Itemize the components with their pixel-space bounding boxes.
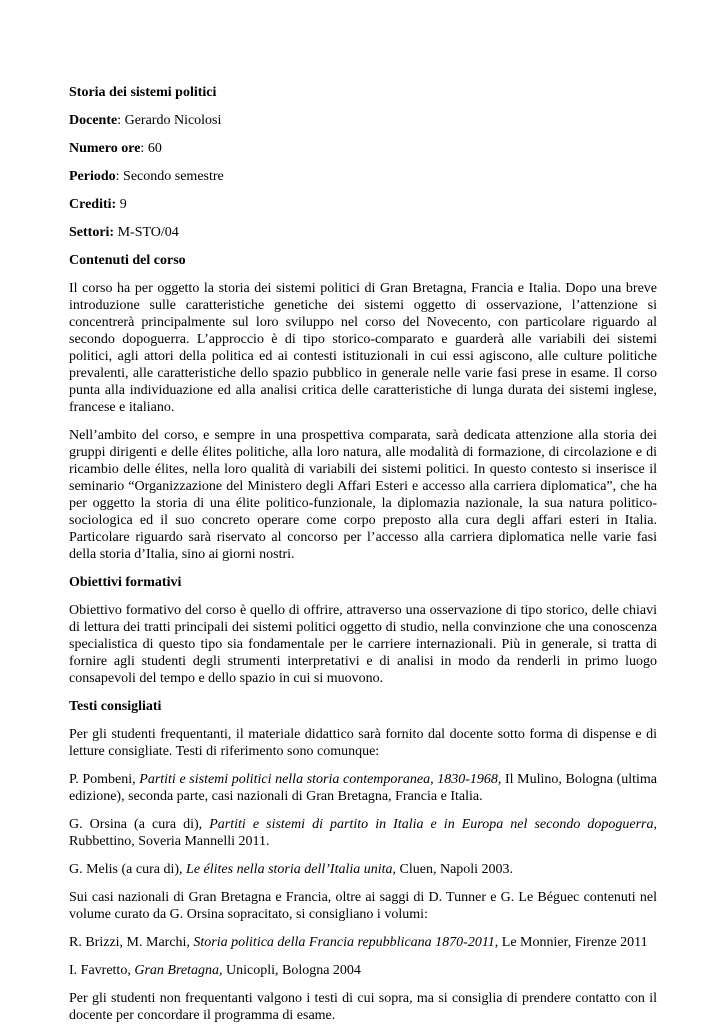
field-value: Secondo semestre [123, 169, 224, 184]
course-title: Storia dei sistemi politici [69, 85, 217, 100]
testi-national-cases: Sui casi nazionali di Gran Bretagna e Francia, oltre ai saggi di D. Tunner e G. Le Béguec contenuti nel volume curato da G. Orsina sopracitato, si consigliano i volumi: [69, 890, 657, 922]
reference-title: Partiti e sistemi di partito in Italia e in Europa nel secondo dopoguerra [209, 817, 654, 832]
field-value: M-STO/04 [117, 225, 179, 240]
reference-author: R. Brizzi, M. Marchi, [69, 935, 194, 950]
field-value: 9 [119, 197, 127, 212]
field-label: Periodo [69, 169, 116, 184]
section-heading-testi: Testi consigliati [69, 699, 162, 714]
testi-outro: Per gli studenti non frequentanti valgono i testi di cui sopra, ma si consiglia di prendere contatto con il docente per concordare il programma di esame. [69, 991, 657, 1023]
reference-details: , Le Monnier, Firenze 2011 [494, 935, 648, 950]
reference-item [69, 771, 657, 805]
reference-author: I. Favretto, [69, 963, 135, 978]
field-periodo [69, 168, 657, 185]
reference-details: , Il Mulino, Bologna (ultima edizione), seconda parte, casi nazionali di Gran Bretagna, Francia e Italia. [69, 772, 658, 804]
field-value: 60 [147, 141, 162, 156]
field-separator: : [117, 113, 125, 128]
reference-title: Le élites nella storia dell’Italia unita [186, 862, 393, 877]
reference-title: Gran Bretagna [134, 963, 219, 978]
reference-title: Storia politica della Francia repubblicana 1870-2011 [193, 935, 495, 950]
reference-item [69, 816, 657, 850]
reference-details: , Unicopli, Bologna 2004 [218, 963, 361, 978]
reference-author: G. Orsina (a cura di), [69, 817, 210, 832]
field-crediti [69, 196, 657, 213]
field-settori [69, 224, 657, 241]
reference-item [69, 962, 657, 979]
document-page [69, 84, 657, 1035]
reference-item [69, 861, 657, 878]
reference-author: G. Melis (a cura di), [69, 862, 187, 877]
field-numero-ore [69, 140, 657, 157]
reference-details: , Rubbettino, Soveria Mannelli 2011. [69, 817, 657, 849]
field-separator: : [115, 169, 124, 184]
contenuti-paragraph-1: Il corso ha per oggetto la storia dei sistemi politici di Gran Bretagna, Francia e Italia. Dopo una breve introduzione sulle caratteristiche genetiche dei sistemi oggetto di osservazione, l’attenzione si concentrerà principalmente sul loro sviluppo nel corso del Novecento, con particolare riguardo al secondo dopoguerra. L’approccio è di tipo storico-comparato e guarderà alle variabili dei sistemi politici, agli attori della politica ed ai contesti istituzionali in cui essi agiscono, alle culture politiche prevalenti, alle caratteristiche dello spazio pubblico in generale nelle varie fasi prese in esame. Il corso punta alla individuazione ed alla analisi critica delle caratteristiche di lunga durata dei sistemi inglese, francese e italiano. [69, 281, 657, 415]
field-docente [69, 112, 657, 129]
section-heading-obiettivi: Obiettivi formativi [69, 575, 182, 590]
section-heading-contenuti: Contenuti del corso [69, 253, 186, 268]
testi-intro: Per gli studenti frequentanti, il materiale didattico sarà fornito dal docente sotto forma di dispense e di letture consigliate. Testi di riferimento sono comunque: [69, 727, 657, 759]
reference-title: Partiti e sistemi politici nella storia contemporanea, 1830-1968 [139, 772, 498, 787]
field-value: Gerardo Nicolosi [124, 113, 222, 128]
reference-author: P. Pombeni, [69, 772, 140, 787]
field-label: Crediti: [69, 197, 117, 212]
field-label: Settori: [69, 225, 115, 240]
field-label: Numero ore [69, 141, 141, 156]
field-separator: : [140, 141, 148, 156]
reference-item [69, 934, 657, 951]
reference-details: , Cluen, Napoli 2003. [392, 862, 514, 877]
field-label: Docente [69, 113, 118, 128]
contenuti-paragraph-2: Nell’ambito del corso, e sempre in una prospettiva comparata, sarà dedicata attenzione alla storia dei gruppi dirigenti e delle élites politiche, alla loro natura, alle modalità di formazione, di circolazione e di ricambio delle élites, nella loro qualità di variabili dei sistemi politici. In questo contesto si inserisce il seminario “Organizzazione del Ministero degli Affari Esteri e accesso alla carriera diplomatica”, che ha per oggetto la storia di una élite politico-funzionale, la diplomazia nazionale, la sua natura politico-sociologica ed il suo concreto operare come corpo preposto alla cura degli affari esteri in Italia. Particolare riguardo sarà riservato al concorso per l’accesso alla carriera diplomatica nelle varie fasi della storia d’Italia, sino ai giorni nostri. [69, 428, 657, 562]
obiettivi-paragraph: Obiettivo formativo del corso è quello di offrire, attraverso una osservazione di tipo storico, delle chiavi di lettura dei tratti principali dei sistemi politici oggetto di studio, nella convinzione che una conoscenza specialistica di questo tipo sia fondamentale per le carriere internazionali. Più in generale, si tratta di fornire agli studenti degli strumenti interpretativi e di analisi in modo da renderli in primo luogo consapevoli del tempo e dello spazio in cui si muovono. [69, 603, 657, 686]
